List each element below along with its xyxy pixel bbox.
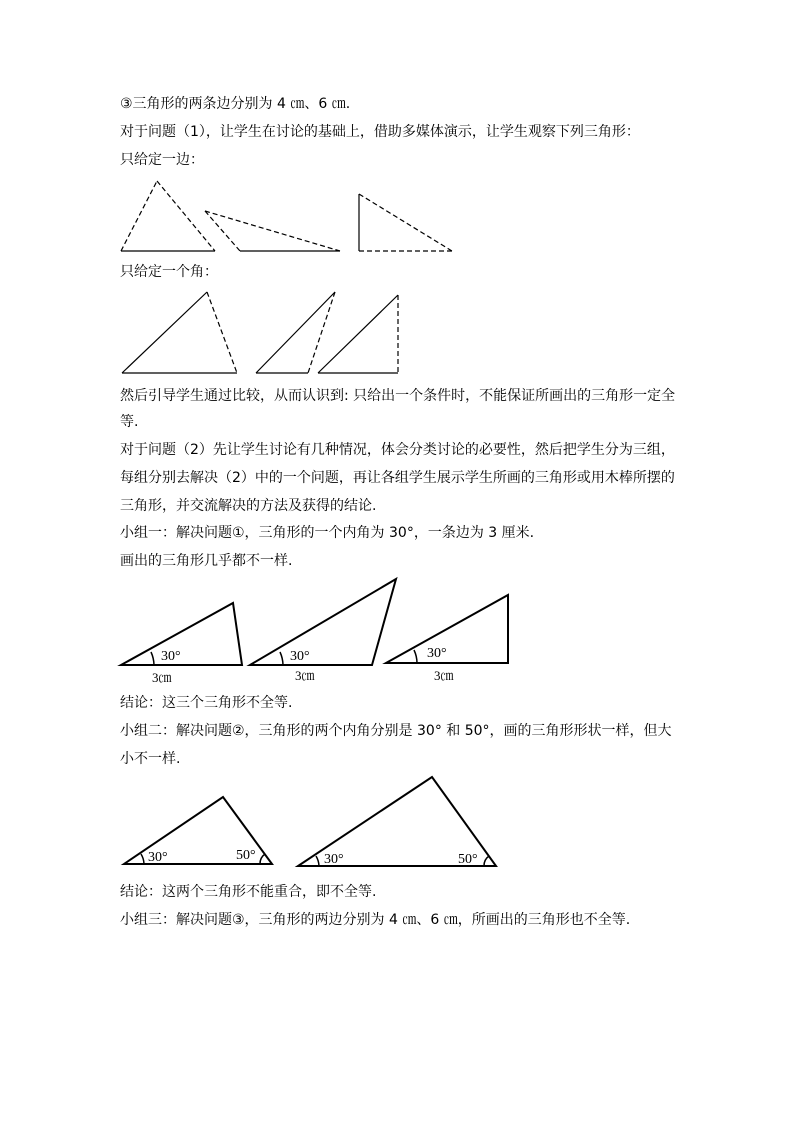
tri5-left: [256, 292, 335, 373]
text-line-12: 结论：这三个三角形不全等.: [120, 695, 293, 711]
figure-group-one: [0, 572, 794, 687]
text-line-15: 结论：这两个三角形不能重合，即不全等.: [120, 884, 377, 900]
g2-label-30-1: 30°: [148, 850, 168, 865]
g1-angle-label-1: 30°: [161, 649, 181, 664]
g1-triangle-1: [121, 603, 242, 665]
text-line-8: 每组分别去解决（2）中的一个问题，再让各组学生展示学生所画的三角形或用木棒所摆的: [120, 470, 675, 486]
text-line-14: 小不一样.: [120, 751, 181, 767]
text-line-3: 只给定一边：: [120, 152, 204, 168]
g1-angle-arc-2: [280, 652, 283, 665]
text-line-9: 三角形，并交流解决的方法及获得的结论.: [120, 498, 377, 514]
tri4-dashed: [207, 292, 237, 373]
g2-arc-30-1: [141, 854, 144, 864]
tri6-hyp: [318, 295, 398, 373]
g2-arc-50-2: [484, 856, 489, 866]
g1-triangle-2: [250, 579, 396, 665]
g1-side-label-3: 3㎝: [434, 668, 454, 683]
text-line-6: 等.: [120, 414, 139, 430]
text-line-11: 画出的三角形几乎都不一样.: [120, 553, 293, 569]
g2-label-30-2: 30°: [324, 852, 344, 867]
tri2-dashed-top: [205, 211, 340, 251]
text-line-13: 小组二：解决问题②，三角形的两个内角分别是 30° 和 50°，画的三角形形状一样，但大: [120, 723, 672, 739]
g1-triangle-3: [386, 595, 508, 663]
g1-angle-label-3: 30°: [427, 646, 447, 661]
text-line-1: ③三角形的两条边分别为 4 ㎝、6 ㎝.: [120, 96, 351, 112]
g2-arc-50-1: [260, 854, 265, 864]
g1-side-label-1: 3㎝: [152, 670, 172, 685]
g2-label-50-1: 50°: [236, 848, 256, 863]
g1-angle-label-2: 30°: [290, 649, 310, 664]
tri4-left: [122, 292, 207, 373]
text-line-7: 对于问题（2）先让学生讨论有几种情况，体会分类讨论的必要性，然后把学生分为三组，: [120, 442, 675, 458]
tri1-dashed-right: [157, 181, 215, 251]
figure-group-two: [0, 770, 794, 870]
text-line-10: 小组一：解决问题①，三角形的一个内角为 30°，一条边为 3 厘米.: [120, 525, 535, 541]
g1-angle-arc-3: [414, 650, 417, 663]
text-line-4: 只给定一个角：: [120, 264, 218, 280]
g2-arc-30-2: [316, 856, 319, 866]
text-line-5: 然后引导学生通过比较，从而认识到: 只给出一个条件时，不能保证所画出的三角形一定全: [120, 388, 676, 404]
g2-label-50-2: 50°: [458, 852, 478, 867]
figure-one-angle: [0, 285, 794, 380]
g1-side-label-2: 3㎝: [295, 668, 315, 683]
tri3-dashed-hyp: [359, 194, 452, 251]
text-line-2: 对于问题（1），让学生在讨论的基础上，借助多媒体演示，让学生观察下列三角形：: [120, 124, 640, 140]
g1-angle-arc-1: [151, 652, 154, 665]
text-line-16: 小组三：解决问题③，三角形的两边分别为 4 ㎝、6 ㎝，所画出的三角形也不全等.: [120, 912, 631, 928]
tri1-dashed-left: [121, 181, 157, 251]
figure-one-side: [0, 170, 794, 260]
